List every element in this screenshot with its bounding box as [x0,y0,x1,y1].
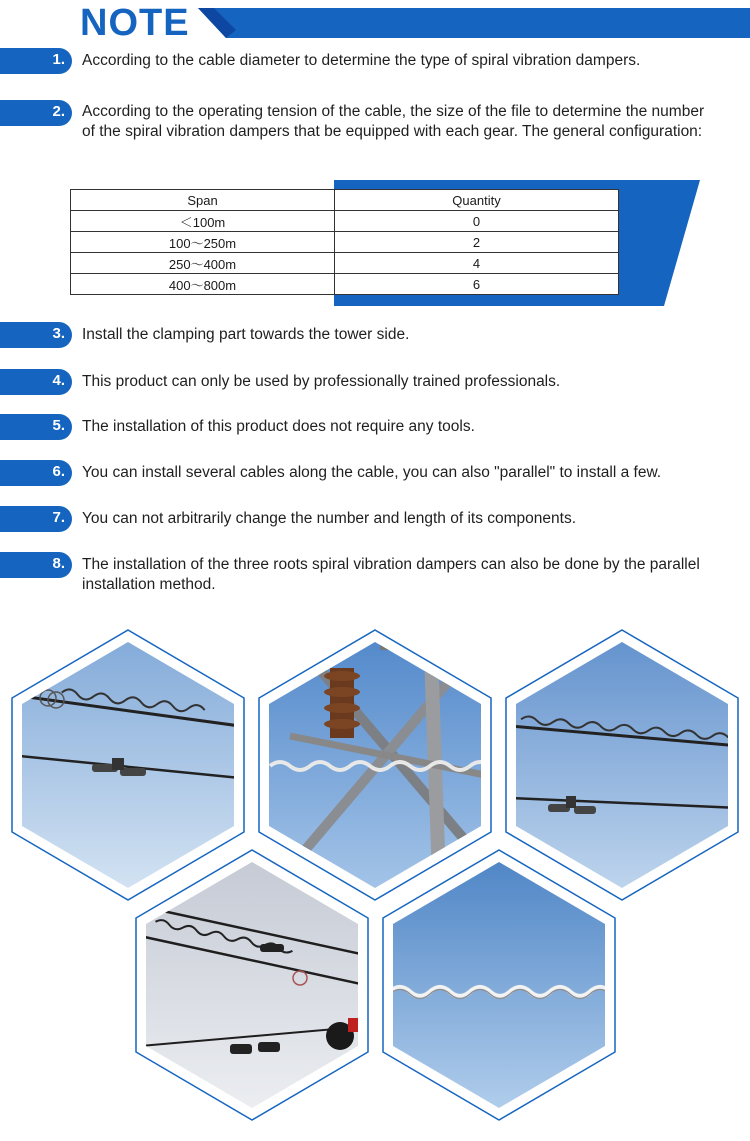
table-header-quantity: Quantity [335,190,619,211]
photo-cables-sky-with-damper-icon [0,626,260,906]
photo-spiral-on-cable-sky-icon [500,626,750,906]
table-cell-quantity: 6 [335,274,619,295]
note-text: You can install several cables along the cable, you can also "parallel" to install a few. [82,464,662,481]
page-title: NOTE [80,2,190,44]
note-number: 8. [52,555,65,572]
table-cell-quantity: 4 [335,253,619,274]
table-cell-span: 100～250m [71,232,335,253]
table-cell-span: 400～800m [71,274,335,295]
note-text: This product can only be used by professionally trained professionals. [82,373,561,390]
note-number: 1. [52,51,65,68]
table-header-span: Span [71,190,335,211]
note-text: According to the cable diameter to determine the type of spiral vibration dampers. [82,52,641,69]
note-number: 5. [52,417,65,434]
table-row [71,274,619,295]
note-number-badge [0,369,72,395]
table-row [71,232,619,253]
note-header [0,0,750,48]
note-text: You can not arbitrarily change the number and length of its components. [82,510,577,527]
photo-spiral-closeup-icon [380,846,620,1126]
note-text: The installation of the three roots spiral vibration dampers can also be done by the parallel installation method. [82,556,700,593]
note-number-badge [0,460,72,486]
table-cell-span: 250～400m [71,253,335,274]
note-text: Install the clamping part towards the tower side. [82,326,410,343]
table-row [71,253,619,274]
photo-multiple-cables-dampers-icon [130,846,380,1126]
note-number-badge [0,100,72,126]
configuration-table [70,189,619,295]
table-cell-span: ＜100m [71,211,335,232]
note-text: The installation of this product does not require any tools. [82,418,475,435]
photo-tower-insulator-spiral-icon [250,626,510,906]
table-header-row [71,190,619,211]
table-cell-quantity: 2 [335,232,619,253]
note-number-badge [0,414,72,440]
note-number-badge [0,552,72,578]
note-text: According to the operating tension of the cable, the size of the file to determine the number of the spiral vibration dampers that be equipped with each gear. The general configuration: [82,103,705,140]
table-row [71,211,619,232]
note-number-badge [0,48,72,74]
note-number-badge [0,506,72,532]
note-number: 4. [52,372,65,389]
note-number: 2. [52,103,65,120]
photo-gallery [0,626,750,1136]
table-cell-quantity: 0 [335,211,619,232]
note-number: 3. [52,325,65,342]
note-number: 7. [52,509,65,526]
note-number: 6. [52,463,65,480]
note-number-badge [0,322,72,348]
